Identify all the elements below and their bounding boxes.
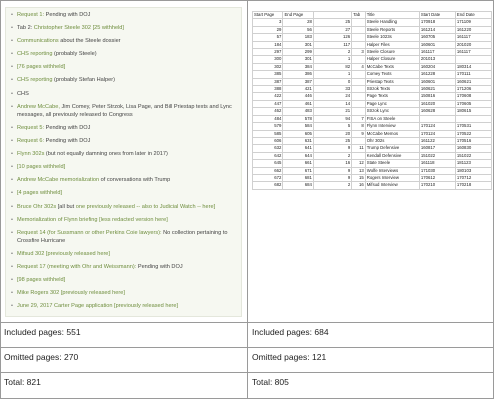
row-divider: [0, 347, 494, 348]
table-cell: [352, 71, 366, 78]
link-text[interactable]: Request 5:: [17, 124, 46, 131]
link-text[interactable]: Request 14 (for Sussmann or other Perkins Coie lawyers):: [17, 229, 164, 236]
table-cell: [352, 108, 366, 115]
table-cell: 578: [283, 115, 313, 122]
table-cell: 170218: [455, 182, 491, 189]
table-row: [253, 41, 492, 48]
list-item: [10, 176, 237, 184]
column-header: End Page: [283, 12, 313, 19]
table-cell: 29: [253, 26, 283, 33]
table-cell: 385: [253, 71, 283, 78]
table-cell: 642: [253, 152, 283, 159]
table-cell: 483: [283, 108, 313, 115]
table-cell: 12: [352, 160, 366, 167]
left-omitted-pages: Omitted pages: 270: [4, 352, 79, 362]
table-cell: 585: [253, 130, 283, 137]
table-cell: [352, 41, 366, 48]
table-cell: 422: [253, 93, 283, 100]
table-cell: 462: [253, 108, 283, 115]
item-text: Pending with DOJ: [45, 138, 91, 145]
table-cell: 9: [352, 130, 366, 137]
link-text[interactable]: Andrew McCabe memorialization: [17, 177, 101, 184]
list-item: [10, 216, 237, 224]
table-cell: 13: [352, 167, 366, 174]
list-item: [10, 150, 237, 158]
table-row: [253, 160, 492, 167]
list-item: [10, 24, 237, 32]
table-cell: [455, 115, 491, 122]
table-cell: 170918: [419, 19, 455, 26]
list-item: [10, 37, 237, 45]
table-cell: 9: [313, 167, 351, 174]
table-cell: 301: [283, 56, 313, 63]
link-text[interactable]: CHS reporting: [17, 51, 54, 58]
table-cell: 605: [283, 130, 313, 137]
table-cell: 160830: [455, 145, 491, 152]
table-cell: 300: [253, 56, 283, 63]
column-header: Start Page: [253, 12, 283, 19]
table-cell: 1: [313, 56, 351, 63]
link-text[interactable]: Request 17 (meeting with Ohr and Weissmann):: [17, 264, 138, 271]
item-text: Pending with DOJ: [45, 12, 91, 18]
table-cell: 11: [352, 145, 366, 152]
list-item: [10, 289, 237, 297]
column-header: [313, 12, 351, 19]
table-header-row: [253, 12, 492, 19]
table-cell: 25: [313, 19, 351, 26]
table-cell: 5: [313, 123, 351, 130]
table-cell: 151022: [419, 152, 455, 159]
table-cell: 170516: [455, 137, 491, 144]
table-cell: Ohr 302s: [365, 137, 419, 144]
table-cell: 641: [283, 145, 313, 152]
table-cell: 161117: [455, 49, 491, 56]
table-cell: Halper Files: [365, 41, 419, 48]
table-cell: 170712: [455, 174, 491, 181]
column-header: End Date: [455, 12, 491, 19]
table-cell: 201013: [419, 56, 455, 63]
table-cell: Strzok Texts: [365, 86, 419, 93]
table-row: [253, 167, 492, 174]
table-row: [253, 63, 492, 70]
table-cell: 161220: [455, 26, 491, 33]
table-cell: [352, 86, 366, 93]
table-cell: Comey Texts: [365, 71, 419, 78]
table-cell: 661: [283, 160, 313, 167]
link-text[interactable]: Memorialization of Flynn briefing [less redacted version here]: [17, 216, 168, 223]
table-cell: State Steele: [365, 160, 419, 167]
table-cell: 446: [283, 93, 313, 100]
list-item: [10, 189, 237, 197]
table-cell: [352, 34, 366, 41]
table-cell: 33: [313, 86, 351, 93]
column-header: Title: [365, 12, 419, 19]
table-cell: 387: [253, 78, 283, 85]
link-text[interactable]: [98 pages withheld]: [17, 277, 66, 284]
table-cell: Kendall Defensive: [365, 152, 419, 159]
table-cell: 301: [283, 41, 313, 48]
column-divider: [247, 0, 248, 399]
table-cell: Steele Handling: [365, 19, 419, 26]
table-cell: 606: [253, 137, 283, 144]
table-cell: [352, 56, 366, 63]
list-item: [10, 203, 237, 211]
table-row: [253, 152, 492, 159]
table-cell: 82: [313, 63, 351, 70]
list-item: [10, 250, 237, 258]
table-cell: Page Lync: [365, 100, 419, 107]
table-row: [253, 93, 492, 100]
item-text: of conversations with Trump: [100, 177, 171, 184]
table-cell: Steele Closure: [365, 49, 419, 56]
item-text: about the Steele dossier: [60, 38, 121, 45]
table-cell: Steele Reports: [365, 26, 419, 33]
table-cell: Strzok Lync: [365, 108, 419, 115]
table-cell: 384: [283, 63, 313, 70]
link-text[interactable]: [4 pages withheld]: [17, 190, 63, 197]
table-cell: 584: [283, 123, 313, 130]
table-cell: 299: [283, 49, 313, 56]
table-cell: 161117: [455, 34, 491, 41]
table-cell: 9: [313, 174, 351, 181]
link-text[interactable]: Bruce Ohr 302s: [17, 203, 58, 210]
table-cell: 180314: [455, 63, 491, 70]
table-cell: 161228: [419, 71, 455, 78]
table-cell: Flynn Interview: [365, 123, 419, 130]
table-cell: 16: [352, 182, 366, 189]
table-cell: 160601: [419, 41, 455, 48]
list-item: [10, 124, 237, 132]
table-cell: 672: [253, 174, 283, 181]
table-cell: 170210: [419, 182, 455, 189]
table-cell: 170612: [419, 174, 455, 181]
column-header: Tab: [352, 12, 366, 19]
item-text: Tab 2:: [17, 25, 34, 32]
table-cell: 387: [283, 78, 313, 85]
link-text[interactable]: Andrew McCabe,: [17, 103, 62, 110]
table-cell: 9: [313, 145, 351, 152]
table-cell: [352, 78, 366, 85]
table-cell: Wolfe Interviews: [365, 167, 419, 174]
table-cell: 24: [313, 93, 351, 100]
table-cell: FISA on Steele: [365, 115, 419, 122]
table-cell: 25: [313, 137, 351, 144]
table-cell: Mifsud Interview: [365, 182, 419, 189]
link-text[interactable]: Communications: [17, 38, 61, 45]
document-list: [10, 11, 237, 311]
item-text: (probably Steele): [54, 51, 97, 58]
item-text: Pending with DOJ: [45, 124, 91, 131]
table-cell: 160628: [419, 108, 455, 115]
table-row: [253, 145, 492, 152]
list-item: [10, 11, 237, 19]
table-cell: 170124: [419, 130, 455, 137]
table-cell: 447: [253, 100, 283, 107]
table-cell: 631: [283, 137, 313, 144]
list-item: [10, 103, 237, 119]
row-divider: [0, 322, 494, 323]
table-cell: [352, 100, 366, 107]
table-cell: 645: [253, 160, 283, 167]
table-cell: 56: [283, 26, 313, 33]
table-row: [253, 137, 492, 144]
list-item: [10, 90, 237, 98]
table-cell: 16: [313, 160, 351, 167]
table-cell: 2: [313, 49, 351, 56]
table-cell: 170124: [419, 123, 455, 130]
item-text: No collection pertaining to Crossfire Hurricane: [17, 229, 228, 244]
table-cell: 684: [283, 182, 313, 189]
list-item: [10, 63, 237, 71]
table-row: [253, 100, 492, 107]
table-cell: Page Texts: [365, 93, 419, 100]
table-cell: 150816: [419, 93, 455, 100]
table-cell: 8: [352, 123, 366, 130]
table-row: [253, 182, 492, 189]
table-cell: [352, 26, 366, 33]
table-row: [253, 108, 492, 115]
table-cell: 421: [283, 86, 313, 93]
table-cell: 7: [352, 115, 366, 122]
table-cell: McCabe Memos: [365, 130, 419, 137]
link-text[interactable]: [10 pages withheld]: [17, 164, 66, 171]
table-cell: 170605: [455, 100, 491, 107]
link-text[interactable]: Flynn 302s: [17, 151, 46, 158]
table-cell: 27: [313, 26, 351, 33]
list-item: [10, 263, 237, 271]
table-cell: 201020: [455, 41, 491, 48]
table-cell: 160601: [419, 78, 455, 85]
table-cell: 170111: [455, 71, 491, 78]
link-text[interactable]: Mifsud 302 [previously released here]: [17, 251, 110, 257]
list-item: [10, 229, 237, 245]
table-body: [253, 19, 492, 189]
link-text[interactable]: one previously released -- also to Judicial Watch -- here]: [75, 203, 216, 210]
table-cell: 0: [313, 78, 351, 85]
table-cell: 171030: [419, 167, 455, 174]
table-cell: McCabe Texts: [365, 63, 419, 70]
row-divider: [0, 372, 494, 373]
link-text[interactable]: [76 pages withheld]: [17, 64, 66, 71]
table-cell: [352, 152, 366, 159]
table-row: [253, 130, 492, 137]
table-cell: 3: [253, 19, 283, 26]
list-item: [10, 163, 237, 171]
table-row: [253, 49, 492, 56]
table-cell: Trump Defensive: [365, 145, 419, 152]
left-document-list: [5, 7, 242, 317]
table-cell: 171206: [455, 86, 491, 93]
table-row: [253, 19, 492, 26]
link-text[interactable]: Request 6:: [17, 138, 46, 145]
table-cell: 297: [253, 49, 283, 56]
table-cell: 184: [253, 41, 283, 48]
table-row: [253, 71, 492, 78]
table-cell: 632: [253, 145, 283, 152]
table-cell: 160705: [419, 34, 455, 41]
table-cell: 2: [313, 182, 351, 189]
table-cell: 3: [352, 49, 366, 56]
left-total-pages: Total: 821: [4, 377, 41, 387]
table-cell: Halper Closure: [365, 56, 419, 63]
table-cell: 180103: [455, 167, 491, 174]
table-cell: 160621: [455, 78, 491, 85]
table-cell: [352, 19, 366, 26]
table-row: [253, 174, 492, 181]
table-cell: 14: [313, 100, 351, 107]
table-cell: 161020: [419, 100, 455, 107]
table-cell: [352, 137, 366, 144]
item-text: (probably Stefan Halper): [54, 77, 115, 84]
table-cell: 28: [283, 19, 313, 26]
table-row: [253, 123, 492, 130]
list-item: [10, 137, 237, 145]
table-cell: 183: [283, 34, 313, 41]
table-cell: 171109: [455, 19, 491, 26]
table-cell: 181123: [455, 160, 491, 167]
table-row: [253, 34, 492, 41]
table-cell: 170522: [455, 130, 491, 137]
item-text: (but not equally damning ones from later in 2017): [45, 151, 168, 158]
table-cell: 644: [283, 152, 313, 159]
link-text[interactable]: June 29, 2017 Carter Page application [previously released here]: [17, 303, 179, 310]
table-cell: 681: [283, 174, 313, 181]
right-omitted-pages: Omitted pages: 121: [252, 352, 327, 362]
table-cell: 662: [253, 167, 283, 174]
column-header: Start Date: [419, 12, 455, 19]
link-text[interactable]: Mike Rogers 302 [previously released here]: [17, 290, 125, 297]
table-row: [253, 78, 492, 85]
table-cell: 160621: [419, 86, 455, 93]
table-cell: 126: [313, 34, 351, 41]
table-cell: 161117: [419, 49, 455, 56]
table-cell: 302: [253, 63, 283, 70]
table-row: [253, 56, 492, 63]
link-text[interactable]: Request 1:: [17, 12, 46, 18]
table-cell: 160204: [419, 63, 455, 70]
right-total-pages: Total: 805: [252, 377, 289, 387]
table-cell: 21: [313, 108, 351, 115]
table-cell: 161118: [419, 160, 455, 167]
table-cell: 20: [313, 130, 351, 137]
table-cell: 671: [283, 167, 313, 174]
right-page-table: [252, 11, 492, 190]
table-cell: [455, 56, 491, 63]
table-cell: 117: [313, 41, 351, 48]
list-item: [10, 302, 237, 310]
table-cell: 180615: [455, 108, 491, 115]
link-text[interactable]: CHS reporting: [17, 77, 54, 84]
list-item: [10, 76, 237, 84]
list-item: [10, 276, 237, 284]
item-text: CHS: [17, 90, 29, 97]
table-cell: 15: [352, 174, 366, 181]
table-cell: 484: [253, 115, 283, 122]
table-cell: Steele 1023s: [365, 34, 419, 41]
table-row: [253, 86, 492, 93]
item-text: Pending with DOJ: [137, 264, 183, 271]
table-cell: 388: [253, 86, 283, 93]
table-cell: 461: [283, 100, 313, 107]
table-cell: 151022: [455, 152, 491, 159]
item-text: Jim Comey, Peter Strzok, Lisa Page, and Bill Priestap texts and Lync messages, all previously released to Congress: [17, 103, 232, 118]
table-cell: 4: [352, 63, 366, 70]
right-included-pages: Included pages: 684: [252, 327, 329, 337]
table-cell: 170531: [455, 123, 491, 130]
table-cell: 94: [313, 115, 351, 122]
left-included-pages: Included pages: 551: [4, 327, 81, 337]
table-cell: 682: [253, 182, 283, 189]
table-cell: Rogers Interview: [365, 174, 419, 181]
table-cell: 386: [283, 71, 313, 78]
table-cell: 579: [253, 123, 283, 130]
list-item: [10, 50, 237, 58]
table-cell: 161214: [419, 26, 455, 33]
table-cell: 1: [313, 71, 351, 78]
table-cell: 170608: [455, 93, 491, 100]
table-cell: Priestap Texts: [365, 78, 419, 85]
table-cell: 2: [313, 152, 351, 159]
link-text[interactable]: Christopher Steele 302 [25 withheld]: [33, 25, 124, 32]
table-cell: 57: [253, 34, 283, 41]
table-cell: 161122: [419, 137, 455, 144]
table-row: [253, 115, 492, 122]
table-cell: [352, 93, 366, 100]
table-cell: [419, 115, 455, 122]
item-text: [all but: [57, 203, 76, 210]
table-cell: 160817: [419, 145, 455, 152]
table-row: [253, 26, 492, 33]
